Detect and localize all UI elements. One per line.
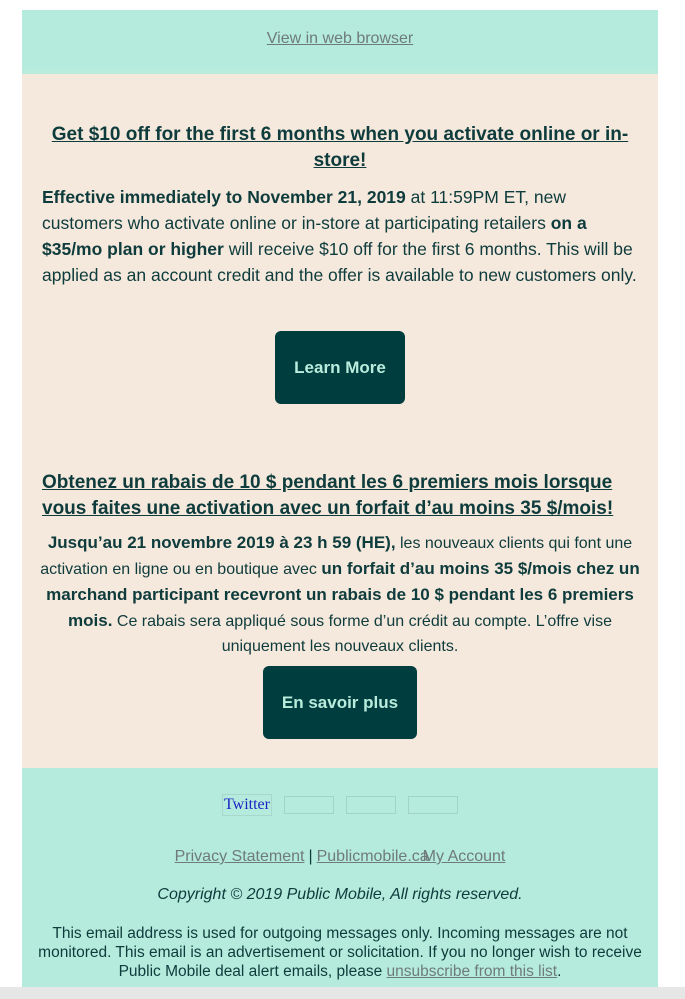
english-plan-requirement: on a $35/mo plan or higher xyxy=(42,213,587,259)
en-savoir-plus-button[interactable]: En savoir plus xyxy=(263,666,417,739)
my-account-link[interactable]: My Account xyxy=(422,848,506,865)
bottom-divider xyxy=(0,987,685,999)
french-promo-title[interactable]: Obtenez un rabais de 10 $ pendant les 6 premiers mois lorsque vous faites une activation avec un forfait d’au moins 35 $/mois! xyxy=(42,472,614,519)
copyright-text: Copyright © 2019 Public Mobile, All rights reserved. xyxy=(157,886,523,903)
unsubscribe-link[interactable]: unsubscribe from this list xyxy=(386,963,558,980)
english-body-text-2: will receive $10 off for the first 6 months. This will be applied as an account credit and the offer is available to new customers only. xyxy=(42,239,637,285)
english-promo-title[interactable]: Get $10 off for the first 6 months when you activate online or in-store! xyxy=(51,124,629,171)
french-promo-body xyxy=(36,530,644,659)
french-plan-requirement: un forfait d’au moins 35 $/mois chez un marchand participant recevront un rabais de 10 $ pendant les 6 premiers mois. xyxy=(46,559,640,630)
social-links xyxy=(22,796,658,816)
disclaimer-period: . xyxy=(557,963,562,980)
disclaimer-text: This email address is used for outgoing messages only. Incoming messages are not monitored. This email is an advertisement or solicitation. If you no longer wish to receive Public Mobile deal alert emails, please xyxy=(38,925,642,980)
twitter-link[interactable]: Twitter xyxy=(222,794,272,816)
footer-links xyxy=(22,848,658,866)
english-offer-dates: Effective immediately to November 21, 2019 xyxy=(42,187,406,207)
social-link-placeholder[interactable] xyxy=(284,796,334,814)
english-body-text-1: at 11:59PM ET, new customers who activate online or in-store at participating retailers xyxy=(42,187,566,233)
learn-more-button[interactable]: Learn More xyxy=(275,331,405,404)
link-separator: | xyxy=(308,848,313,865)
french-body-text-1: les nouveaux clients qui font une activation en ligne ou en boutique avec xyxy=(40,535,633,578)
french-body-text-2: Ce rabais sera appliqué sous forme d’un crédit au compte. L’offre vise uniquement les nouveaux clients. xyxy=(112,613,612,655)
english-promo-body xyxy=(42,184,642,288)
email-footer xyxy=(22,768,658,988)
footer-disclaimer xyxy=(36,924,644,981)
email-header xyxy=(22,10,658,74)
promo-section xyxy=(22,74,658,768)
social-link-placeholder[interactable] xyxy=(346,796,396,814)
french-offer-dates: Jusqu’au 21 novembre 2019 à 23 h 59 (HE), xyxy=(47,533,396,552)
publicmobile-site-link[interactable]: Publicmobile.ca xyxy=(316,848,429,865)
privacy-statement-link[interactable]: Privacy Statement xyxy=(174,848,305,865)
social-link-placeholder[interactable] xyxy=(408,796,458,814)
email-container xyxy=(22,10,658,988)
view-in-browser-link[interactable]: View in web browser xyxy=(266,30,414,47)
